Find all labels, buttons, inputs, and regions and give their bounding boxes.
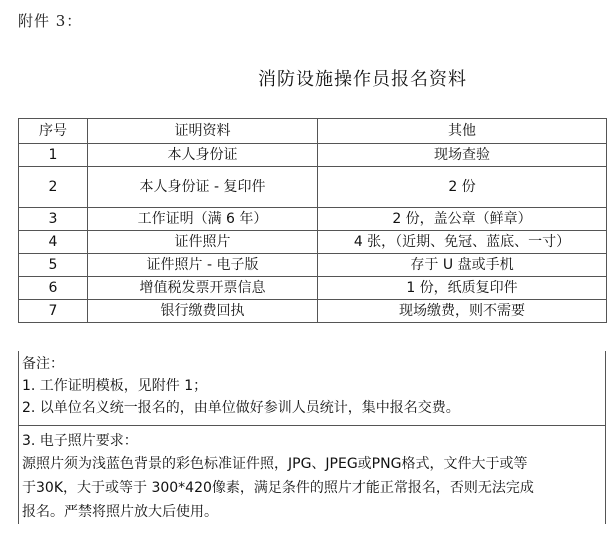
table-row [19,167,607,208]
row-number: 6 [19,277,88,300]
row-number: 2 [19,167,88,208]
table-row [19,231,607,254]
note-item-3-line-2: 于30K，大于或等于 300*420像素，满足条件的照片才能正常报名，否则无法完成 [22,480,534,496]
notes-general [19,351,605,426]
note-item-3-line-1: 源照片须为浅蓝色背景的彩色标准证件照，JPG、JPEG或PNG格式，文件大于或等 [22,456,528,472]
attachment-label: 附件 3： [18,12,83,30]
table-row [19,208,607,231]
header-number: 序号 [19,119,88,144]
row-number: 5 [19,254,88,277]
table-row [19,277,607,300]
table-row [19,300,607,323]
row-document: 本人身份证 - 复印件 [88,167,318,208]
notes-photo-requirements [19,426,605,524]
table-row [19,254,607,277]
materials-table [18,118,607,323]
note-item-3-line-3: 报名。严禁将照片放大后使用。 [22,504,218,520]
row-other: 1 份，纸质复印件 [318,277,607,300]
row-number: 1 [19,144,88,167]
row-other: 存于 U 盘或手机 [318,254,607,277]
row-document: 证件照片 - 电子版 [88,254,318,277]
header-other: 其他 [318,119,607,144]
row-other: 2 份 [318,167,607,208]
row-other: 现场缴费，则不需要 [318,300,607,323]
row-number: 7 [19,300,88,323]
table-row [19,144,607,167]
row-document: 工作证明（满 6 年） [88,208,318,231]
row-document: 本人身份证 [88,144,318,167]
notes-label: 备注： [22,356,64,372]
header-document: 证明资料 [88,119,318,144]
row-other: 2 份，盖公章（鲜章） [318,208,607,231]
row-other: 现场查验 [318,144,607,167]
row-number: 3 [19,208,88,231]
row-document: 增值税发票开票信息 [88,277,318,300]
note-item-1: 1. 工作证明模板，见附件 1； [22,378,208,394]
note-item-2: 2. 以单位名义统一报名的，由单位做好参训人员统计，集中报名交费。 [22,400,460,416]
table-header-row [19,119,607,144]
note-item-3-title: 3. 电子照片要求： [22,433,138,449]
notes-section [18,351,606,524]
row-document: 证件照片 [88,231,318,254]
row-number: 4 [19,231,88,254]
page-title: 消防设施操作员报名资料 [258,69,467,90]
row-other: 4 张，（近期、免冠、蓝底、一寸） [318,231,607,254]
row-document: 银行缴费回执 [88,300,318,323]
